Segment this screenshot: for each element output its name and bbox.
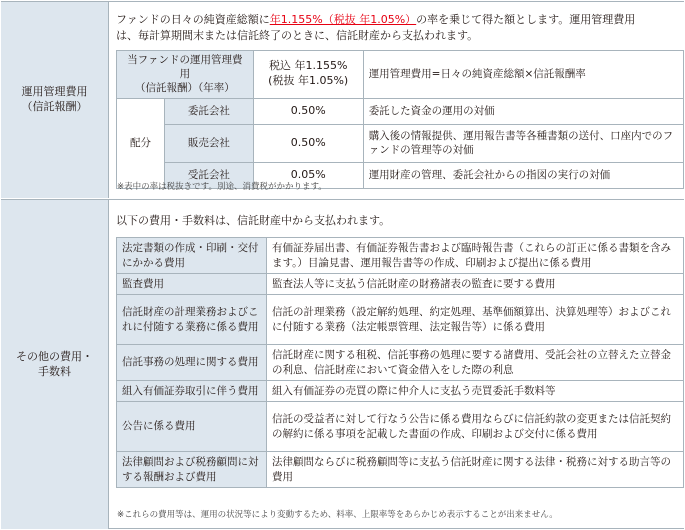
formula-cell: 運用管理費用=日々の純資産総額×信託報酬率 (363, 51, 683, 99)
fee-allocation-table (116, 50, 684, 189)
recipient-name: 受託会社 (165, 162, 254, 188)
fee-item: 法定書類の作成・印刷・交付にかかる費用 (117, 238, 267, 274)
table-header (117, 51, 254, 99)
label-line: （信託報酬） (21, 100, 88, 113)
intro-text: ファンドの日々の純資産総額に (116, 13, 270, 26)
recipient-rate: 0.05% (253, 162, 363, 188)
fee-detail: 信託財産に関する租税、信託事務の処理に要する諸費用、受託会社の立替えた立替金の利息、信託財産において資金借入をした際の利息 (267, 345, 684, 381)
fee-detail: 組入有価証券の売買の際に仲介人に支払う売買委託手数料等 (267, 381, 684, 402)
other-fees-intro: 以下の費用・手数料は、信託財産中から支払われます。 (116, 214, 391, 227)
rate-text: (税抜 年1.05%) (268, 74, 349, 88)
fee-detail: 信託の受益者に対して行なう公告に係る費用ならびに信託約款の変更または信託契約の解約に係る事項を記載した書面の作成、印刷および交付に係る費用 (267, 402, 684, 452)
recipient-desc: 運用財産の管理、委託会社からの指図の実行の対価 (363, 162, 683, 188)
fee-item: 信託財産の計理業務およびこれに付随する業務に係る費用 (117, 295, 267, 345)
table-row (117, 295, 684, 345)
rate-text: 税込 年1.155% (268, 59, 348, 73)
table-row (117, 98, 684, 124)
table-row (117, 274, 684, 295)
footnote: ※これらの費用等は、運用の状況等により変動するため、料率、上限率等をあらかじめ表示することが出来ません。 (117, 510, 558, 520)
table-row (117, 381, 684, 402)
header-text: （信託報酬）（年率） (134, 82, 235, 95)
table-row (117, 402, 684, 452)
fee-detail: 有価証券届出書、有価証券報告書および臨時報告書（これらの訂正に係る書類を含みます。）目論見書、運用報告書等の作成、印刷および提出に係る費用 (267, 238, 684, 274)
intro-text: の率を乗じて得た額とします。運用管理費用 (416, 13, 636, 26)
label-line: 手数料 (38, 364, 71, 378)
fee-detail: 法律顧問ならびに税務顧問等に支払う信託財産に関する法律・税務に対する助言等の費用 (267, 452, 684, 488)
fee-item: 公告に係る費用 (117, 402, 267, 452)
recipient-rate: 0.50% (253, 98, 363, 124)
table-row (117, 345, 684, 381)
fee-rate-highlight: 年1.155%（税抜 年1.05%） (269, 13, 417, 26)
label-line: その他の費用・ (16, 349, 93, 363)
table-row (117, 452, 684, 488)
management-fee-intro (116, 12, 635, 44)
table-row (117, 238, 684, 274)
allocation-label: 配分 (117, 98, 165, 188)
recipient-desc: 委託した資金の運用の対価 (363, 98, 683, 124)
recipient-name: 販売会社 (165, 124, 254, 162)
header-text: 当ファンドの運用管理費用 (127, 54, 243, 81)
management-fee-section (1, 2, 684, 198)
recipient-desc: 購入後の情報提供、運用報告書等各種書類の送付、口座内でのファンドの管理等の対価 (363, 124, 683, 162)
fee-item: 法律顧問および税務顧問に対する報酬および費用 (117, 452, 267, 488)
recipient-name: 委託会社 (165, 98, 254, 124)
fee-item: 監査費用 (117, 274, 267, 295)
fee-detail: 監査法人等に支払う信託財産の財務諸表の監査に要する費用 (267, 274, 684, 295)
total-rate-cell (253, 51, 363, 99)
label-line: 運用管理費用 (21, 85, 88, 99)
intro-text: は、毎計算期間末または信託終了のときに、信託財産から支払われます。 (116, 28, 479, 42)
other-fees-section (1, 199, 684, 529)
fee-item: 信託事務の処理に関する費用 (117, 345, 267, 381)
fee-table (1, 1, 684, 529)
management-fee-label (1, 2, 109, 198)
recipient-rate: 0.50% (253, 124, 363, 162)
fee-detail: 信託の計理業務（設定解約処理、約定処理、基準価額算出、決算処理等）およびこれに付随する業務（法定帳票管理、法定報告等）に係る費用 (267, 295, 684, 345)
table-row (117, 124, 684, 162)
other-fees-label (1, 200, 109, 529)
other-fees-table (116, 237, 684, 488)
fee-item: 組入有価証券取引に伴う費用 (117, 381, 267, 402)
footnote: ※表中の率は税抜きです。別途、消費税がかかります。 (117, 182, 327, 192)
